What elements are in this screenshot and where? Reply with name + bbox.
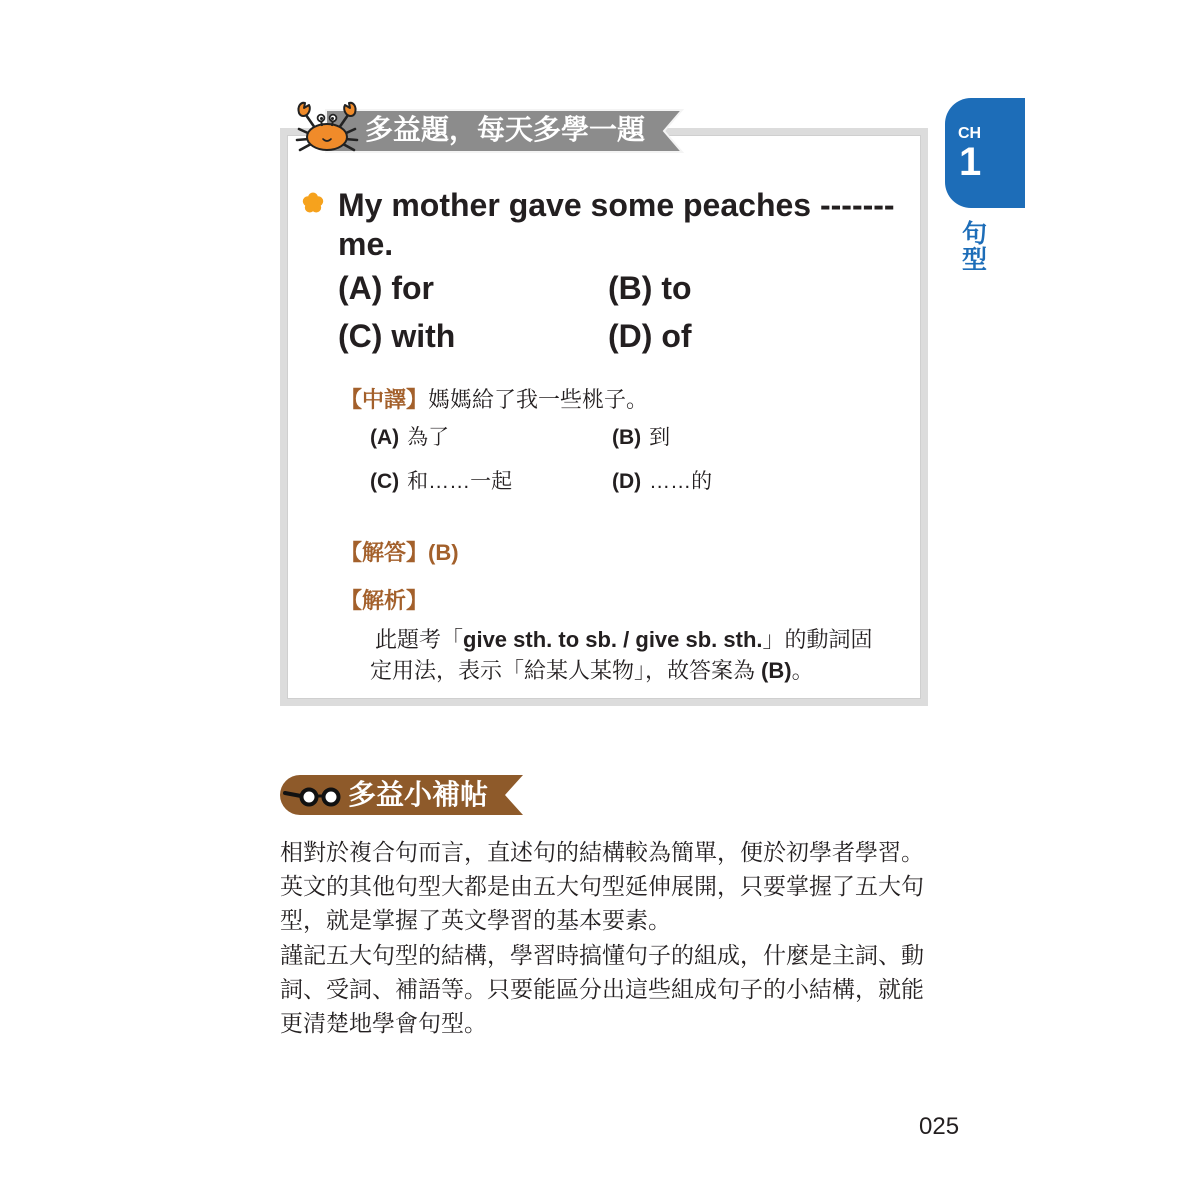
translation-option-letter: (C) — [370, 470, 400, 493]
option-a: (A) for — [338, 270, 434, 306]
analysis-line-1 — [375, 626, 873, 654]
answer-value: (B) — [428, 540, 459, 565]
flower-petals — [303, 193, 323, 213]
tips-line: 謹記五大句型的結構，學習時搞懂句子的組成，什麼是主詞、動 — [280, 941, 924, 968]
chapter-number: 1 — [959, 140, 982, 184]
glasses-left-lens — [302, 790, 317, 805]
tips-line: 英文的其他句型大都是由五大句型延伸展開，只要掌握了五大句 — [280, 873, 924, 900]
question-header-title: 多益題，每天多學一題 — [365, 114, 646, 145]
tips-line: 相對於複合句而言，直述句的結構較為簡單，便於初學者學習。 — [280, 839, 924, 865]
analysis-tag: 【解析】 — [340, 588, 429, 613]
crab-left-claw — [298, 103, 309, 116]
option-c: (C) with — [338, 318, 456, 354]
tips-line: 更清楚地學會句型。 — [280, 1010, 487, 1037]
glasses-temple — [285, 793, 301, 796]
crab-right-claw — [344, 103, 355, 116]
tips-line: 詞、受詞、補語等。只要能區分出這些組成句子的小結構，就能 — [280, 975, 924, 1002]
glasses-right-lens — [324, 790, 339, 805]
chapter-tab — [945, 98, 1025, 208]
analysis-text: 。 — [791, 658, 814, 683]
glasses-icon — [282, 782, 344, 810]
analysis-answer: (B) — [761, 658, 792, 683]
chapter-label: CH — [958, 125, 982, 142]
option-b: (B) to — [608, 270, 692, 306]
translation-option-c — [370, 469, 512, 495]
translation-option-meaning: 到 — [649, 426, 671, 449]
tips-header-title: 多益小補帖 — [348, 779, 489, 810]
translation-tag: 【中譯】 — [340, 387, 429, 412]
analysis-text: 」的動詞固 — [762, 627, 873, 652]
question-line-2: me. — [338, 226, 394, 262]
translation-option-letter: (D) — [612, 470, 642, 493]
translation-line — [340, 386, 648, 414]
translation-option-letter: (A) — [370, 426, 400, 449]
tips-line: 型，就是掌握了英文學習的基本要素。 — [280, 907, 671, 934]
analysis-pattern: give sth. to sb. / give sb. sth. — [463, 627, 763, 652]
translation-option-a — [370, 425, 449, 451]
analysis-text: 此題考「 — [375, 627, 464, 652]
crab-icon — [294, 100, 360, 156]
crab-body — [307, 124, 347, 150]
translation-option-meaning: ……的 — [649, 470, 713, 493]
option-d: (D) of — [608, 318, 692, 354]
page-number: 025 — [919, 1113, 960, 1140]
crab-left-pupil — [320, 117, 323, 120]
flower-bullet-icon — [300, 190, 326, 216]
tips-paragraph — [280, 835, 924, 1040]
chapter-title-char: 句 — [962, 220, 988, 248]
answer-line — [340, 539, 459, 567]
question-line-1: My mother gave some peaches ------- — [338, 187, 895, 223]
analysis-text: 定用法，表示「給某人某物」，故答案為 — [370, 658, 756, 683]
translation-option-meaning: 為了 — [407, 426, 450, 449]
analysis-line-2 — [370, 657, 814, 685]
translation-option-b — [612, 425, 670, 451]
crab-right-pupil — [331, 117, 334, 120]
translation-option-d — [612, 469, 712, 495]
translation-option-letter: (B) — [612, 426, 642, 449]
chapter-title-char: 型 — [962, 246, 988, 274]
translation-sentence: 媽媽給了我一些桃子。 — [428, 387, 649, 412]
answer-tag: 【解答】 — [340, 540, 429, 565]
translation-option-meaning: 和……一起 — [407, 470, 513, 493]
flower-center — [308, 198, 318, 208]
